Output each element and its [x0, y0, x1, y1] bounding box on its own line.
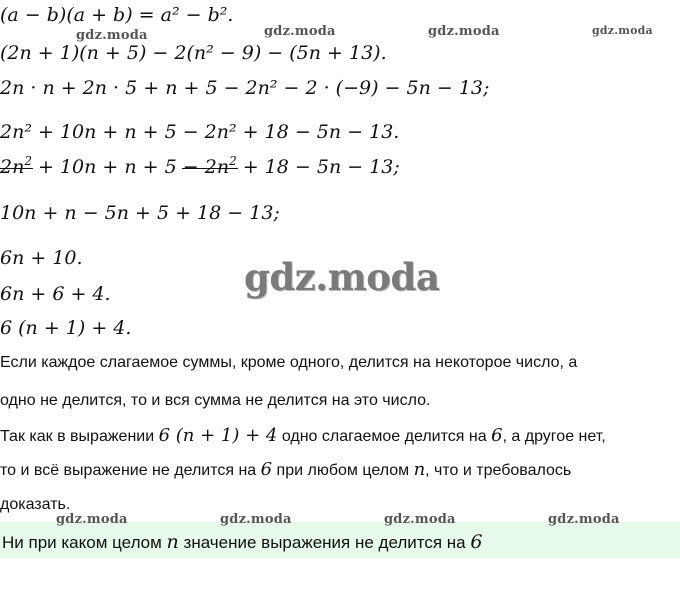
inline-expression: 6 (n + 1) + 4 — [158, 425, 278, 446]
answer-text: Ни при каком целом n значение выражения не делится на 6 — [2, 531, 483, 553]
step-result: 6n + 10. — [0, 247, 83, 269]
formula-difference-of-squares: (a − b)(a + b) = a² − b². — [0, 4, 234, 26]
explanation-line-5: доказать. — [0, 496, 71, 513]
step-expand: 2n · n + 2n · 5 + n + 5 − 2n² − 2 · (−9) − 5n − 13; — [0, 77, 490, 99]
cancelled-term: $2n^2$ — [0, 153, 32, 178]
step-factor: 6 (n + 1) + 4. — [0, 317, 132, 339]
watermark: gdz.moda — [428, 24, 500, 39]
explanation-line-3: Так как в выражении 6 (n + 1) + 4 одно слагаемое делится на 6, а другое нет, — [0, 425, 606, 446]
watermark: gdz.moda — [384, 512, 456, 527]
step-split: 6n + 6 + 4. — [0, 283, 111, 305]
step-cancel-tail: + 18 − 5n − 13; — [236, 156, 400, 178]
original-expression: (2n + 1)(n + 5) − 2(n² − 9) − (5n + 13). — [0, 42, 387, 64]
watermark: gdz.moda — [220, 512, 292, 527]
watermark: gdz.moda — [76, 28, 148, 43]
step-collect: 10n + n − 5n + 5 + 18 − 13; — [0, 202, 280, 224]
watermark: gdz.moda — [264, 24, 336, 39]
watermark: gdz.moda — [592, 24, 653, 37]
step-cancel — [0, 155, 400, 179]
watermark-large: gdz.moda — [244, 255, 440, 299]
step-simplify: 2n² + 10n + n + 5 − 2n² + 18 − 5n − 13. — [0, 121, 400, 143]
cancelled-term: − $2n^2$ — [182, 153, 237, 178]
watermark: gdz.moda — [56, 512, 128, 527]
explanation-line-4: то и всё выражение не делится на 6 при любом целом n, что и требовалось — [0, 459, 572, 480]
explanation-line-2: одно не делится, то и вся сумма не делится на это число. — [0, 392, 431, 409]
step-cancel-middle: + 10n + n + 5 — [31, 156, 177, 178]
watermark: gdz.moda — [548, 512, 620, 527]
explanation-line-1: Если каждое слагаемое суммы, кроме одного, делится на некоторое число, а — [0, 354, 578, 371]
